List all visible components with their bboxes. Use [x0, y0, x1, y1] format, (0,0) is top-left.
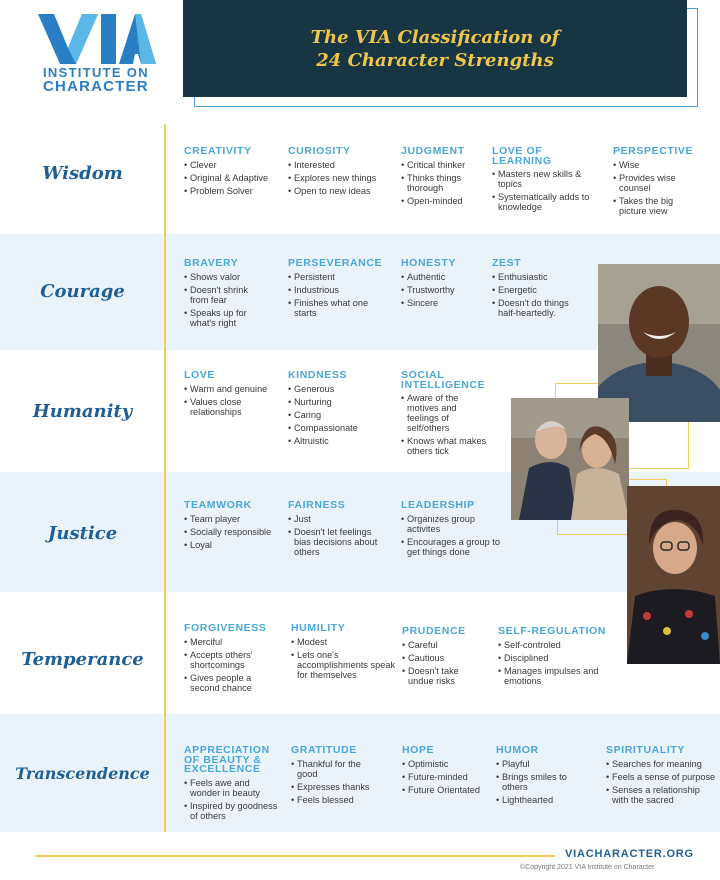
- page-title-line2: 24 Character Strengths: [316, 49, 554, 71]
- trait: • Aware of the motives and feelings of self/others: [401, 393, 469, 433]
- trait: • Inspired by goodness of others: [184, 801, 279, 821]
- trait: • Trustworthy: [401, 285, 486, 295]
- strength-name: LEADERSHIP: [401, 499, 475, 511]
- strength-traits: [288, 514, 390, 557]
- trait: • Values close relationships: [184, 397, 279, 417]
- strength-prudence: [402, 627, 482, 689]
- strength-name: LOVE: [184, 369, 215, 381]
- strength-name: PERSPECTIVE: [613, 145, 694, 157]
- trait: • Compassionate: [288, 423, 383, 433]
- strength-traits: [401, 272, 486, 308]
- trait: • Encourages a group to get things done: [401, 537, 501, 557]
- trait: • Organizes group activites: [401, 514, 501, 534]
- strength-love: [184, 371, 279, 420]
- trait: • Optimistic: [402, 759, 482, 769]
- trait: • Just: [288, 514, 390, 524]
- trait: • Self-controled: [498, 640, 608, 650]
- strength-spirituality: [606, 746, 716, 808]
- strength-name: APPRECIATION OF BEAUTY & EXCELLENCE: [184, 744, 270, 775]
- trait: • Clever: [184, 160, 279, 170]
- strength-name: HUMILITY: [291, 622, 346, 634]
- trait: • Problem Solver: [184, 186, 279, 196]
- trait: • Original & Adaptive: [184, 173, 279, 183]
- strength-name: LOVE OF LEARNING: [492, 145, 552, 167]
- trait: • Wise: [613, 160, 703, 170]
- trait: • Modest: [291, 637, 396, 647]
- strength-name: SELF-REGULATION: [498, 625, 606, 637]
- strength-bravery: [184, 259, 264, 331]
- strength-name: HONESTY: [401, 257, 456, 269]
- strength-gratitude: [291, 746, 376, 808]
- trait: • Future Orientated: [402, 785, 482, 795]
- strength-traits: [291, 759, 376, 805]
- trait: • Takes the big picture view: [613, 196, 703, 216]
- trait: • Sincere: [401, 298, 486, 308]
- strength-love-of-learning: [492, 147, 592, 215]
- trait: • Masters new skills & topics: [492, 169, 592, 189]
- trait: • Doesn't let feelings bias decisions about others: [288, 527, 390, 557]
- trait: • Shows valor: [184, 272, 264, 282]
- logo-line1: INSTITUTE ON: [43, 65, 149, 80]
- trait: • Interested: [288, 160, 393, 170]
- trait: • Socially responsible: [184, 527, 284, 537]
- trait: • Manages impulses and emotions: [498, 666, 608, 686]
- trait: • Caring: [288, 410, 383, 420]
- strength-name: KINDNESS: [288, 369, 348, 381]
- trait: • Team player: [184, 514, 284, 524]
- trait: • Persistent: [288, 272, 378, 282]
- strength-name: SPIRITUALITY: [606, 744, 685, 756]
- trait: • Warm and genuine: [184, 384, 279, 394]
- strength-traits: [184, 514, 284, 550]
- trait: • Provides wise counsel: [613, 173, 703, 193]
- logo-subtitle: [43, 66, 161, 94]
- strength-traits: [402, 640, 482, 686]
- strength-name: CURIOSITY: [288, 145, 351, 157]
- strength-self-regulation: [498, 627, 608, 689]
- strength-name: ZEST: [492, 257, 522, 269]
- category-humanity: Humanity: [32, 401, 133, 422]
- strength-traits: [402, 759, 482, 795]
- trait: • Expresses thanks: [291, 782, 376, 792]
- strength-traits: [613, 160, 703, 216]
- via-logo: [38, 14, 156, 96]
- strength-perspective: [613, 147, 703, 219]
- strength-traits: [184, 160, 279, 196]
- trait: • Generous: [288, 384, 383, 394]
- trait: • Disciplined: [498, 653, 608, 663]
- strength-traits: [401, 160, 481, 206]
- strength-traits: [492, 272, 587, 318]
- photo-woman: [627, 486, 720, 664]
- strength-traits: [288, 384, 383, 446]
- trait: • Speaks up for what's right: [184, 308, 264, 328]
- strength-name: TEAMWORK: [184, 499, 252, 511]
- strength-judgment: [401, 147, 481, 209]
- trait: • Cautious: [402, 653, 482, 663]
- strength-traits: [184, 272, 264, 328]
- trait: • Thankful for the good: [291, 759, 376, 779]
- strength-traits-more: [401, 436, 496, 456]
- strength-creativity: [184, 147, 279, 199]
- trait: • Finishes what one starts: [288, 298, 378, 318]
- trait: • Careful: [402, 640, 482, 650]
- trait: • Thinks things thorough: [401, 173, 481, 193]
- strength-name: FAIRNESS: [288, 499, 346, 511]
- strength-kindness: [288, 371, 383, 449]
- strength-name: PERSEVERANCE: [288, 257, 383, 269]
- footer-website-link[interactable]: VIACHARACTER.ORG: [565, 848, 694, 860]
- trait: • Explores new things: [288, 173, 393, 183]
- category-courage: Courage: [40, 281, 125, 302]
- trait: • Critical thinker: [401, 160, 481, 170]
- trait: • Future-minded: [402, 772, 482, 782]
- trait: • Doesn't take undue risks: [402, 666, 482, 686]
- strength-forgiveness: [184, 624, 279, 696]
- trait: • Lighthearted: [496, 795, 586, 805]
- strength-traits: [291, 637, 396, 680]
- strength-name: SOCIAL INTELLIGENCE: [401, 369, 486, 391]
- trait: • Playful: [496, 759, 586, 769]
- trait: • Gives people a second chance: [184, 673, 279, 693]
- strength-name: BRAVERY: [184, 257, 239, 269]
- strength-social-intelligence: [401, 371, 496, 459]
- photo-couple: [511, 398, 629, 520]
- strength-name: FORGIVENESS: [184, 622, 267, 634]
- strength-name: PRUDENCE: [402, 625, 466, 637]
- trait: • Feels awe and wonder in beauty: [184, 778, 279, 798]
- trait: • Loyal: [184, 540, 284, 550]
- trait: • Doesn't do things half-heartedly.: [492, 298, 587, 318]
- strength-humor: [496, 746, 586, 808]
- trait: • Knows what makes others tick: [401, 436, 496, 456]
- trait: • Feels blessed: [291, 795, 376, 805]
- strength-teamwork: [184, 501, 284, 553]
- trait: • Altruistic: [288, 436, 383, 446]
- strength-zest: [492, 259, 587, 321]
- strength-name: JUDGMENT: [401, 145, 465, 157]
- trait: • Brings smiles to others: [496, 772, 586, 792]
- category-divider: [164, 124, 166, 832]
- strength-traits: [401, 514, 501, 557]
- via-logo-mark: [38, 14, 156, 66]
- strength-traits: [288, 272, 378, 318]
- strength-traits: [401, 393, 469, 433]
- trait: • Lets one's accomplishments speak for themselves: [291, 650, 396, 680]
- strength-fairness: [288, 501, 390, 560]
- trait: • Merciful: [184, 637, 279, 647]
- strength-traits: [184, 637, 279, 693]
- strength-name: HUMOR: [496, 744, 539, 756]
- strength-name: GRATITUDE: [291, 744, 357, 756]
- category-temperance: Temperance: [21, 649, 144, 670]
- category-wisdom: Wisdom: [42, 163, 123, 184]
- trait: • Enthusiastic: [492, 272, 587, 282]
- strength-name: HOPE: [402, 744, 435, 756]
- strength-traits: [606, 759, 716, 805]
- trait: • Open-minded: [401, 196, 481, 206]
- category-justice: Justice: [47, 523, 118, 544]
- footer-copyright: ©Copyright 2021 VIA Institute on Character: [520, 864, 655, 871]
- trait: • Authentic: [401, 272, 486, 282]
- strength-leadership: [401, 501, 501, 560]
- strength-appreciation-of-beauty: [184, 746, 279, 824]
- title-box: [183, 0, 687, 97]
- trait: • Doesn't shrink from fear: [184, 285, 264, 305]
- strength-perseverance: [288, 257, 383, 321]
- trait: • Systematically adds to knowledge: [492, 192, 592, 212]
- trait: • Nurturing: [288, 397, 383, 407]
- trait: • Feels a sense of purpose: [606, 772, 716, 782]
- strength-traits: [288, 160, 393, 196]
- page-title-line1: The VIA Classification of: [310, 26, 560, 48]
- trait: • Searches for meaning: [606, 759, 716, 769]
- strength-traits: [492, 169, 592, 212]
- strength-humility: [291, 624, 396, 683]
- trait: • Accepts others' shortcomings: [184, 650, 279, 670]
- strength-traits: [184, 384, 279, 417]
- trait: • Industrious: [288, 285, 378, 295]
- strength-traits: [498, 640, 608, 686]
- strength-hope: [402, 746, 482, 798]
- trait: • Open to new ideas: [288, 186, 393, 196]
- footer-divider: [35, 855, 555, 857]
- strength-name: CREATIVITY: [184, 145, 252, 157]
- strength-curiosity: [288, 147, 393, 199]
- strength-traits: [496, 759, 586, 805]
- trait: • Senses a relationship with the sacred: [606, 785, 716, 805]
- trait: • Energetic: [492, 285, 587, 295]
- category-transcendence: Transcendence: [15, 764, 150, 783]
- strength-honesty: [401, 259, 486, 311]
- logo-line2: CHARACTER: [43, 78, 149, 95]
- strength-traits: [184, 778, 279, 821]
